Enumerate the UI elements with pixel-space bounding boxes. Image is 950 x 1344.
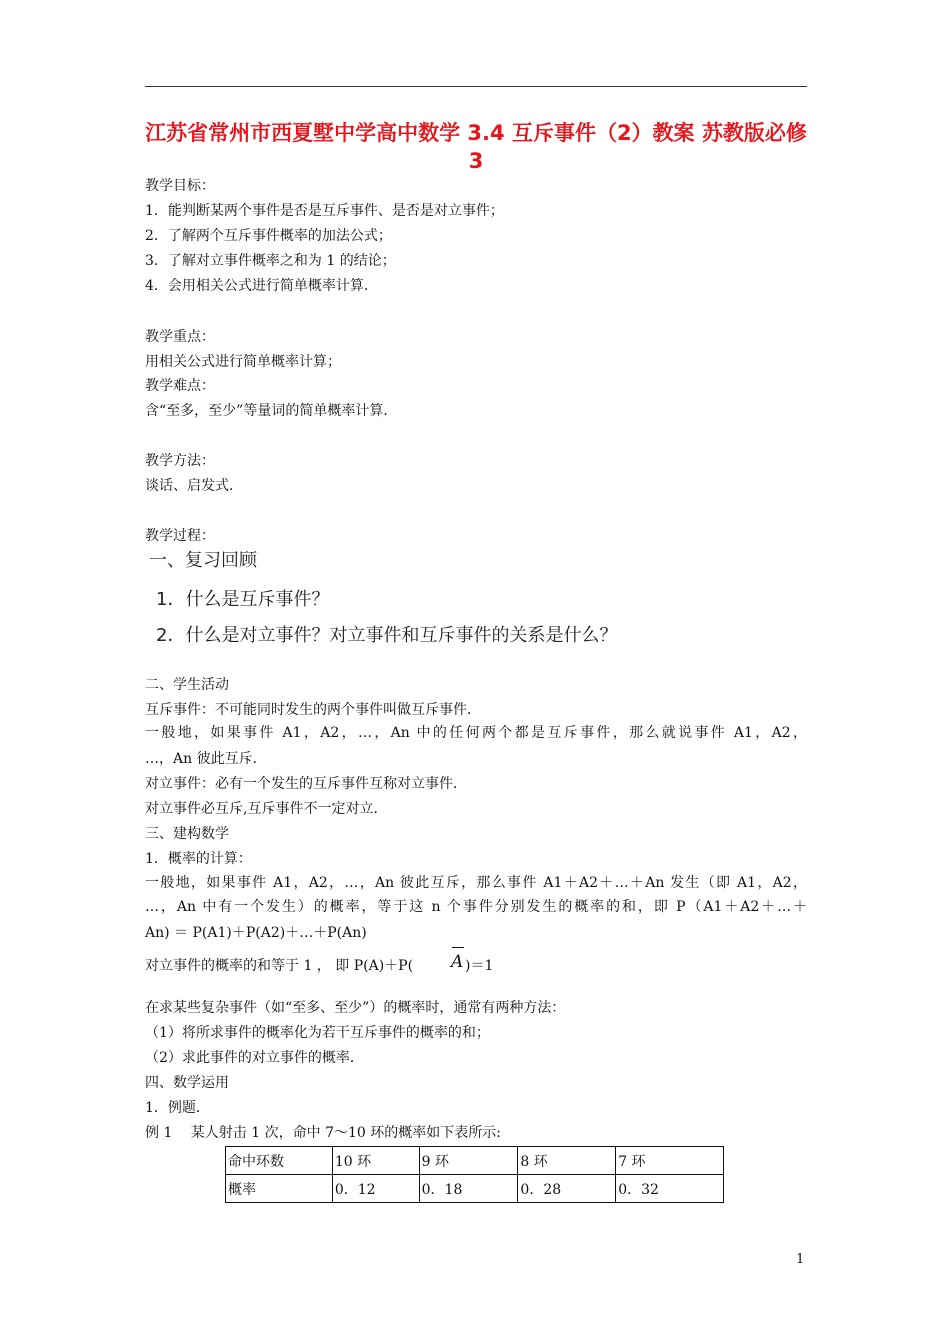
complement-prefix: 对立事件的概率的和等于 1 ， 即 P(A)＋P( [145,958,414,974]
objective-item: 3．了解对立事件概率之和为 1 的结论； [145,253,396,269]
probability-table [225,1146,724,1203]
objective-item: 4．会用相关公式进行简单概率计算． [145,278,378,294]
table-cell: 7 环 [616,1147,724,1175]
complement-letter: A [451,952,464,972]
table-cell: 0．32 [616,1175,724,1203]
section2-line: 对立事件必互斥,互斥事件不一定对立． [145,801,388,817]
table-row [226,1175,724,1203]
section2-line: 互斥事件：不可能同时发生的两个事件叫做互斥事件． [145,702,481,718]
section4-heading: 四、数学运用 [145,1075,229,1091]
document-title [140,119,812,175]
section3-paragraph-line: 一般地，如果事件 A1，A2，…，An 彼此互斥，那么事件 A1＋A2＋…＋An 发生（即 A1，A2， [145,875,807,891]
objectives-heading: 教学目标： [145,178,215,194]
method-item: （1）将所求事件的概率化为若干互斥事件的概率的和； [145,1025,490,1041]
table-cell: 0．18 [419,1175,518,1203]
table-header-row [226,1147,724,1175]
table-cell: 0．28 [518,1175,616,1203]
slide-question-2: 2．什么是对立事件？对立事件和互斥事件的关系是什么？ [156,625,618,646]
objective-item: 1．能判断某两个事件是否是互斥事件、是否是对立事件； [145,203,504,219]
section3-paragraph-line: …，An 中有一个发生）的概率，等于这 n 个事件分别发生的概率的和，即 P（A1＋A2＋…＋ [145,899,807,915]
table-cell: 10 环 [332,1147,419,1175]
methods-intro: 在求某些复杂事件（如“至多、至少”）的概率时，通常有两种方法： [145,1000,566,1016]
complement-suffix: )＝1 [465,958,494,974]
method-heading: 教学方法： [145,453,215,469]
section3-subheading: 1．概率的计算： [145,851,252,867]
title-line-2: 3 [468,149,484,173]
key-point-heading: 教学重点： [145,329,215,345]
section2-heading: 二、学生活动 [145,677,229,693]
section2-line: 一般地，如果事件 A1，A2，…，An 中的任何两个都是互斥事件，那么就说事件 A1，A2， [145,725,807,741]
example-text: 例 1 某人射击 1 次，命中 7～10 环的概率如下表所示: [145,1125,501,1141]
section4-subheading: 1．例题． [145,1100,210,1116]
page-number: 1 [796,1252,805,1267]
difficulty-heading: 教学难点： [145,378,215,394]
table-cell: 0．12 [332,1175,419,1203]
table-cell: 8 环 [518,1147,616,1175]
method-text: 谈话、启发式． [145,478,243,494]
table-cell: 概率 [226,1175,333,1203]
objective-item: 2．了解两个互斥事件概率的加法公式； [145,228,392,244]
method-item: （2）求此事件的对立事件的概率． [145,1050,364,1066]
process-heading: 教学过程： [145,528,215,544]
title-line-1: 江苏省常州市西夏墅中学高中数学 3.4 互斥事件（2）教案 苏教版必修 [145,121,807,145]
section3-formula: An) ＝ P(A1)＋P(A2)＋…＋P(An) [145,925,367,941]
slide-question-1: 1．什么是互斥事件？ [156,589,330,610]
section2-line: 对立事件：必有一个发生的互斥事件互称对立事件． [145,776,467,792]
section2-line: …，An 彼此互斥． [145,751,267,767]
table-cell: 9 环 [419,1147,518,1175]
complement-bar [452,947,464,948]
slide-heading: 一、复习回顾 [149,550,257,571]
header-rule [145,86,807,87]
key-point-text: 用相关公式进行简单概率计算； [145,354,341,370]
difficulty-text: 含“至多，至少”等量词的简单概率计算． [145,403,398,419]
table-cell: 命中环数 [226,1147,333,1175]
section3-heading: 三、建构数学 [145,826,229,842]
